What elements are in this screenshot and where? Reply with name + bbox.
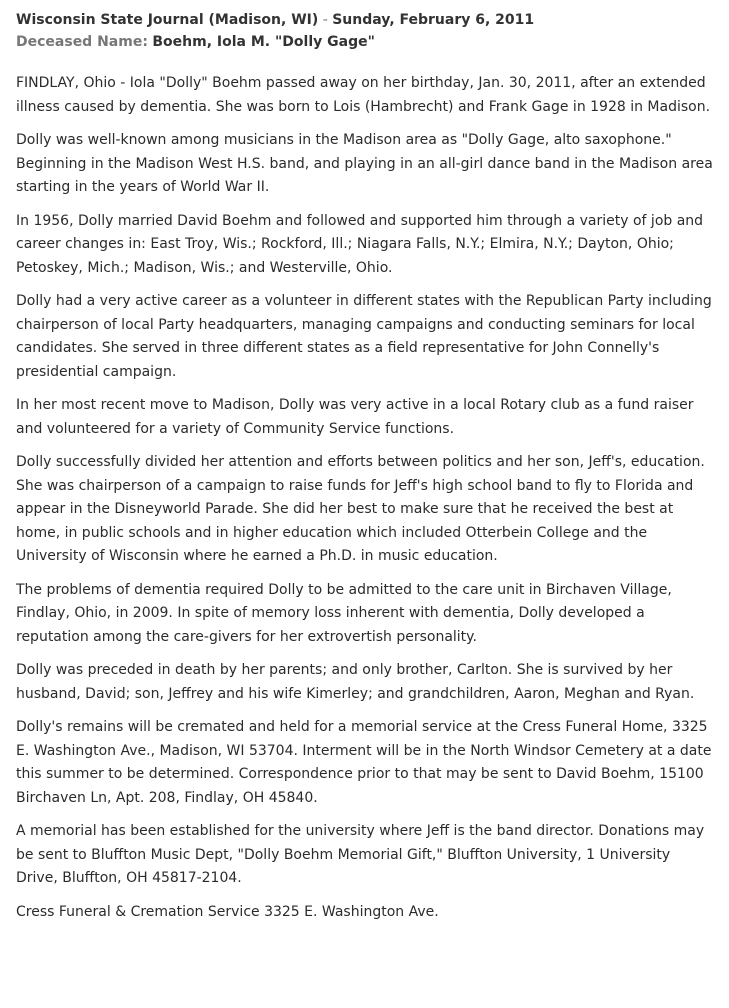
publication-date: Sunday, February 6, 2011	[332, 12, 535, 28]
paragraph: Dolly successfully divided her attention and efforts between politics and her son, Jeff's, education. She was chairperson of a campaign to raise funds for Jeff's high school band to fly to Florida and appear in the Disneyworld Parade. She did her best to make sure that he received the best at home, in public schools and in higher education which included Otterbein College and the University of Wisconsin where he earned a Ph.D. in music education.	[16, 454, 705, 564]
paragraph: Cress Funeral & Cremation Service 3325 E. Washington Ave.	[16, 903, 439, 920]
paragraph: Dolly's remains will be cremated and held for a memorial service at the Cress Funeral Home, 3325 E. Washington Ave., Madison, WI 53704. Interment will be in the North Windsor Cemetery at a date this summer to be determined. Correspondence prior to that may be sent to David Boehm, 15100 Birchaven Ln, Apt. 208, Findlay, OH 45840.	[16, 719, 712, 806]
paragraph: In her most recent move to Madison, Dolly was very active in a local Rotary club as a fund raiser and volunteered for a variety of Community Service functions.	[16, 397, 694, 437]
paragraph: FINDLAY, Ohio - Iola "Dolly" Boehm passed away on her birthday, Jan. 30, 2011, after an extended illness caused by dementia. She was born to Lois (Hambrecht) and Frank Gage in 1928 in Madison.	[16, 75, 711, 115]
publication-line	[16, 9, 715, 31]
paragraph: Dolly was preceded in death by her parents; and only brother, Carlton. She is survived by her husband, David; son, Jeffrey and his wife Kimerley; and grandchildren, Aaron, Meghan and Ryan.	[16, 662, 695, 702]
paragraph: In 1956, Dolly married David Boehm and followed and supported him through a variety of job and career changes in: East Troy, Wis.; Rockford, Ill.; Niagara Falls, N.Y.; Elmira, N.Y.; Dayton, Ohio; Petoskey, Mich.; Madison, Wis.; and Westerville, Ohio.	[16, 212, 704, 276]
obituary-body	[16, 72, 715, 924]
deceased-name: Boehm, Iola M. "Dolly Gage"	[152, 34, 375, 50]
publication-name: Wisconsin State Journal (Madison, WI)	[16, 12, 319, 28]
header-separator: -	[318, 12, 333, 28]
paragraph: Dolly was well-known among musicians in the Madison area as "Dolly Gage, alto saxophone." Beginning in the Madison West H.S. band, and playing in an all-girl dance band in the Madison area starting in the years of World War II.	[16, 132, 713, 195]
paragraph: Dolly had a very active career as a volunteer in different states with the Republican Party including chairperson of local Party headquarters, managing campaigns and conducting seminars for local candidates. She served in three different states as a field representative for John Connelly's presidential campaign.	[16, 293, 712, 380]
paragraph: A memorial has been established for the university where Jeff is the band director. Donations may be sent to Bluffton Music Dept, "Dolly Boehm Memorial Gift," Bluffton University, 1 University Drive, Bluffton, OH 45817-2104.	[16, 823, 705, 886]
deceased-label: Deceased Name:	[16, 34, 148, 50]
paragraph: The problems of dementia required Dolly to be admitted to the care unit in Birchaven Village, Findlay, Ohio, in 2009. In spite of memory loss inherent with dementia, Dolly developed a reputation among the care-givers for her extrovertish personality.	[16, 581, 672, 645]
deceased-line	[16, 31, 715, 53]
